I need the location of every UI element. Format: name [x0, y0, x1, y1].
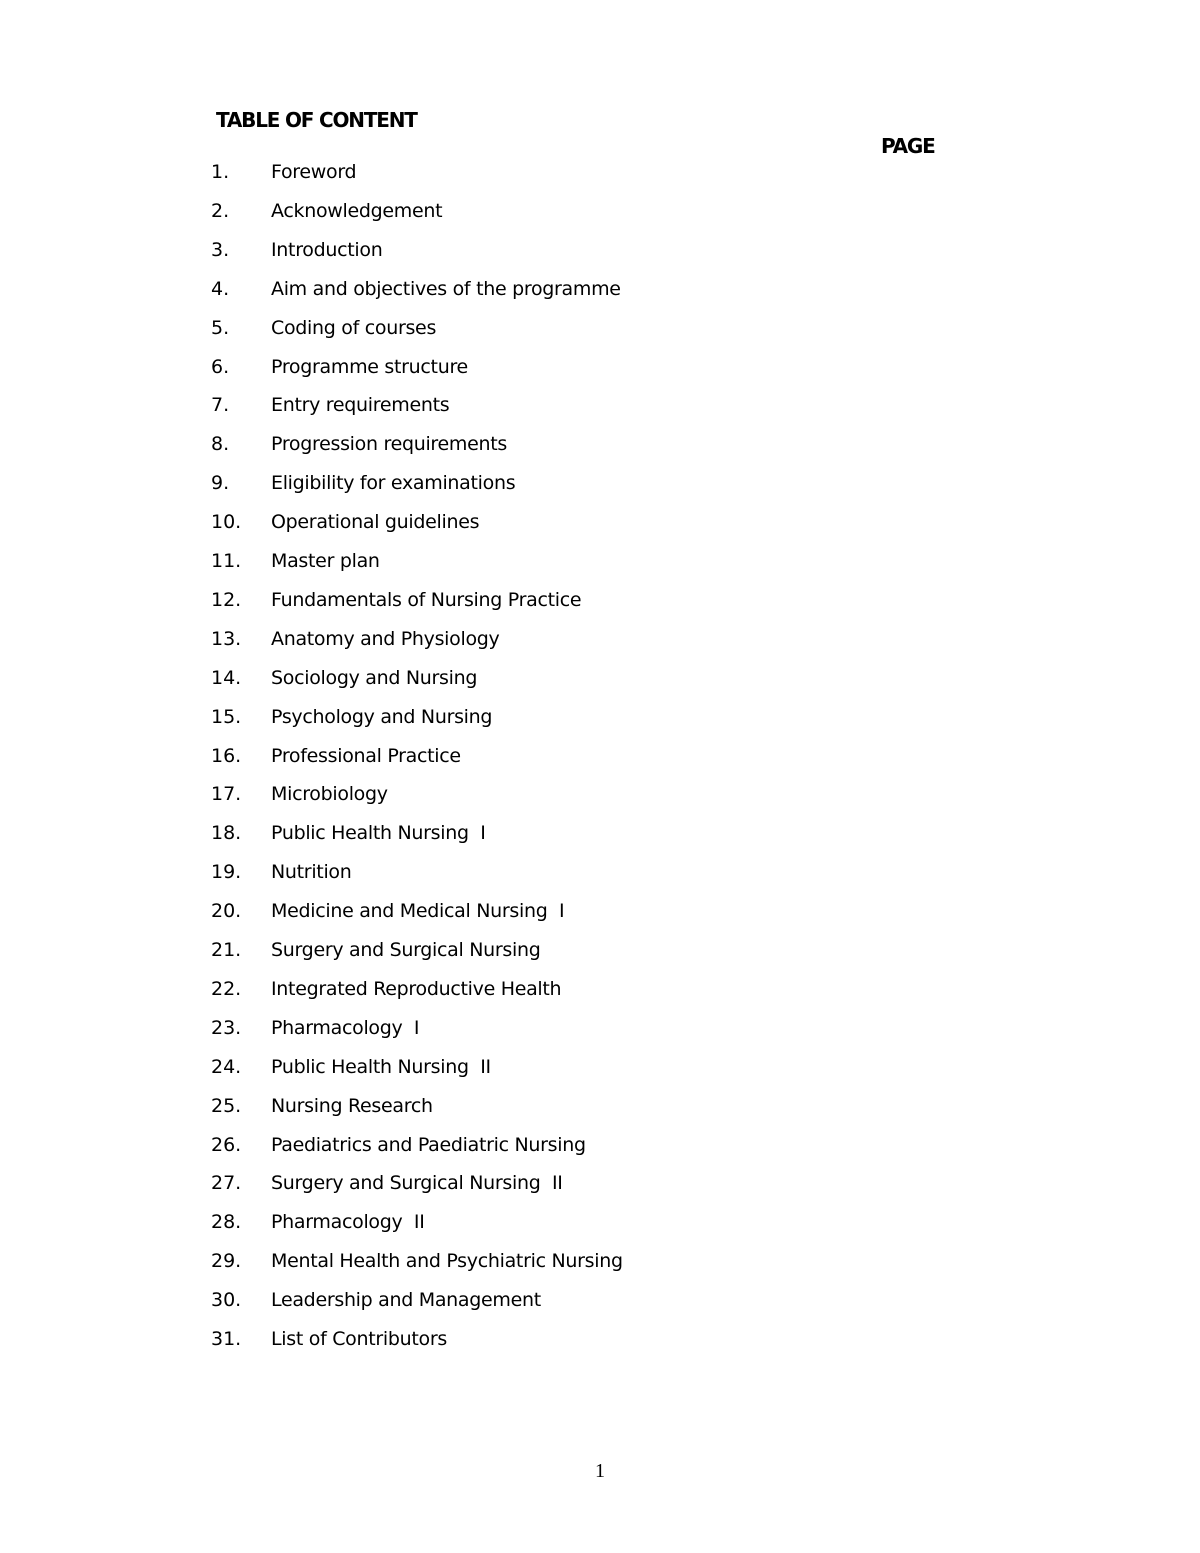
toc-entry-title: Introduction: [271, 239, 383, 261]
toc-entry: [0, 857, 1200, 887]
page-title: TABLE OF CONTENT: [216, 108, 417, 132]
toc-entry-title: Programme structure: [271, 356, 468, 378]
toc-entry-title: Foreword: [271, 161, 357, 183]
toc-entry-number: 4.: [211, 278, 230, 300]
toc-entry: [0, 1013, 1200, 1043]
toc-entry-number: 26.: [211, 1134, 242, 1156]
toc-entry-number: 29.: [211, 1250, 242, 1272]
toc-entry: [0, 507, 1200, 537]
toc-entry-number: 6.: [211, 356, 230, 378]
toc-entry: [0, 429, 1200, 459]
toc-entry-number: 9.: [211, 472, 230, 494]
toc-entry: [0, 546, 1200, 576]
toc-entry-number: 1.: [211, 161, 230, 183]
toc-entry-number: 15.: [211, 706, 242, 728]
toc-entry: [0, 390, 1200, 420]
toc-entry-title: Paediatrics and Paediatric Nursing: [271, 1134, 586, 1156]
toc-entry-number: 28.: [211, 1211, 242, 1233]
toc-entry-number: 20.: [211, 900, 242, 922]
toc-entry: [0, 624, 1200, 654]
toc-entry-title: Acknowledgement: [271, 200, 443, 222]
toc-entry: [0, 1130, 1200, 1160]
toc-entry-title: Nursing Research: [271, 1095, 433, 1117]
toc-entry-title: Pharmacology II: [271, 1211, 425, 1233]
toc-entry-title: Pharmacology I: [271, 1017, 420, 1039]
toc-entry-number: 11.: [211, 550, 242, 572]
toc-entry-title: List of Contributors: [271, 1328, 447, 1350]
toc-entry-title: Operational guidelines: [271, 511, 480, 533]
toc-entry: [0, 741, 1200, 771]
toc-entry-number: 5.: [211, 317, 230, 339]
toc-entry-title: Public Health Nursing I: [271, 822, 486, 844]
toc-entry-number: 2.: [211, 200, 230, 222]
toc-entry-number: 3.: [211, 239, 230, 261]
toc-entry: [0, 1052, 1200, 1082]
toc-entry-title: Mental Health and Psychiatric Nursing: [271, 1250, 623, 1272]
toc-entry-number: 8.: [211, 433, 230, 455]
toc-entry-title: Master plan: [271, 550, 380, 572]
toc-entry-number: 14.: [211, 667, 242, 689]
toc-entry-number: 7.: [211, 394, 230, 416]
toc-entry-number: 19.: [211, 861, 242, 883]
toc-entry: [0, 313, 1200, 343]
toc-entry: [0, 1207, 1200, 1237]
toc-entry-title: Surgery and Surgical Nursing II: [271, 1172, 563, 1194]
page-number: 1: [595, 1460, 605, 1482]
toc-entry-number: 17.: [211, 783, 242, 805]
toc-entry: [0, 1168, 1200, 1198]
toc-entry-title: Entry requirements: [271, 394, 450, 416]
toc-entry-title: Nutrition: [271, 861, 352, 883]
toc-entry: [0, 1285, 1200, 1315]
toc-entry: [0, 352, 1200, 382]
toc-entry: [0, 702, 1200, 732]
toc-entry-title: Psychology and Nursing: [271, 706, 493, 728]
toc-entry-number: 12.: [211, 589, 242, 611]
toc-entry-number: 21.: [211, 939, 242, 961]
toc-entry: [0, 663, 1200, 693]
toc-entry: [0, 896, 1200, 926]
toc-entry-number: 10.: [211, 511, 242, 533]
toc-entry-title: Coding of courses: [271, 317, 437, 339]
toc-entry-title: Microbiology: [271, 783, 388, 805]
toc-entry-number: 18.: [211, 822, 242, 844]
toc-entry: [0, 935, 1200, 965]
toc-entry: [0, 974, 1200, 1004]
toc-entry: [0, 585, 1200, 615]
toc-entry-title: Medicine and Medical Nursing I: [271, 900, 565, 922]
toc-entry-title: Professional Practice: [271, 745, 461, 767]
toc-entry: [0, 235, 1200, 265]
toc-entry-title: Integrated Reproductive Health: [271, 978, 562, 1000]
toc-entry-title: Leadership and Management: [271, 1289, 541, 1311]
toc-entry-number: 23.: [211, 1017, 242, 1039]
toc-entry-title: Public Health Nursing II: [271, 1056, 491, 1078]
toc-entry: [0, 196, 1200, 226]
toc-entry: [0, 818, 1200, 848]
toc-entry: [0, 779, 1200, 809]
toc-entry-title: Progression requirements: [271, 433, 508, 455]
toc-entry: [0, 274, 1200, 304]
toc-entry-number: 24.: [211, 1056, 242, 1078]
toc-entry-number: 27.: [211, 1172, 242, 1194]
toc-entry-title: Aim and objectives of the programme: [271, 278, 621, 300]
page-column-header: PAGE: [881, 134, 935, 158]
toc-entry: [0, 1091, 1200, 1121]
toc-entry-number: 16.: [211, 745, 242, 767]
toc-entry: [0, 468, 1200, 498]
toc-entry-title: Sociology and Nursing: [271, 667, 478, 689]
toc-entry-number: 22.: [211, 978, 242, 1000]
toc-entry-number: 25.: [211, 1095, 242, 1117]
toc-entry-title: Fundamentals of Nursing Practice: [271, 589, 582, 611]
toc-entry: [0, 157, 1200, 187]
toc-entry-number: 30.: [211, 1289, 242, 1311]
toc-entry-title: Surgery and Surgical Nursing: [271, 939, 541, 961]
toc-entry: [0, 1246, 1200, 1276]
toc-entry-number: 13.: [211, 628, 242, 650]
toc-entry-number: 31.: [211, 1328, 242, 1350]
toc-entry-title: Anatomy and Physiology: [271, 628, 500, 650]
toc-entry: [0, 1324, 1200, 1354]
toc-entry-title: Eligibility for examinations: [271, 472, 516, 494]
